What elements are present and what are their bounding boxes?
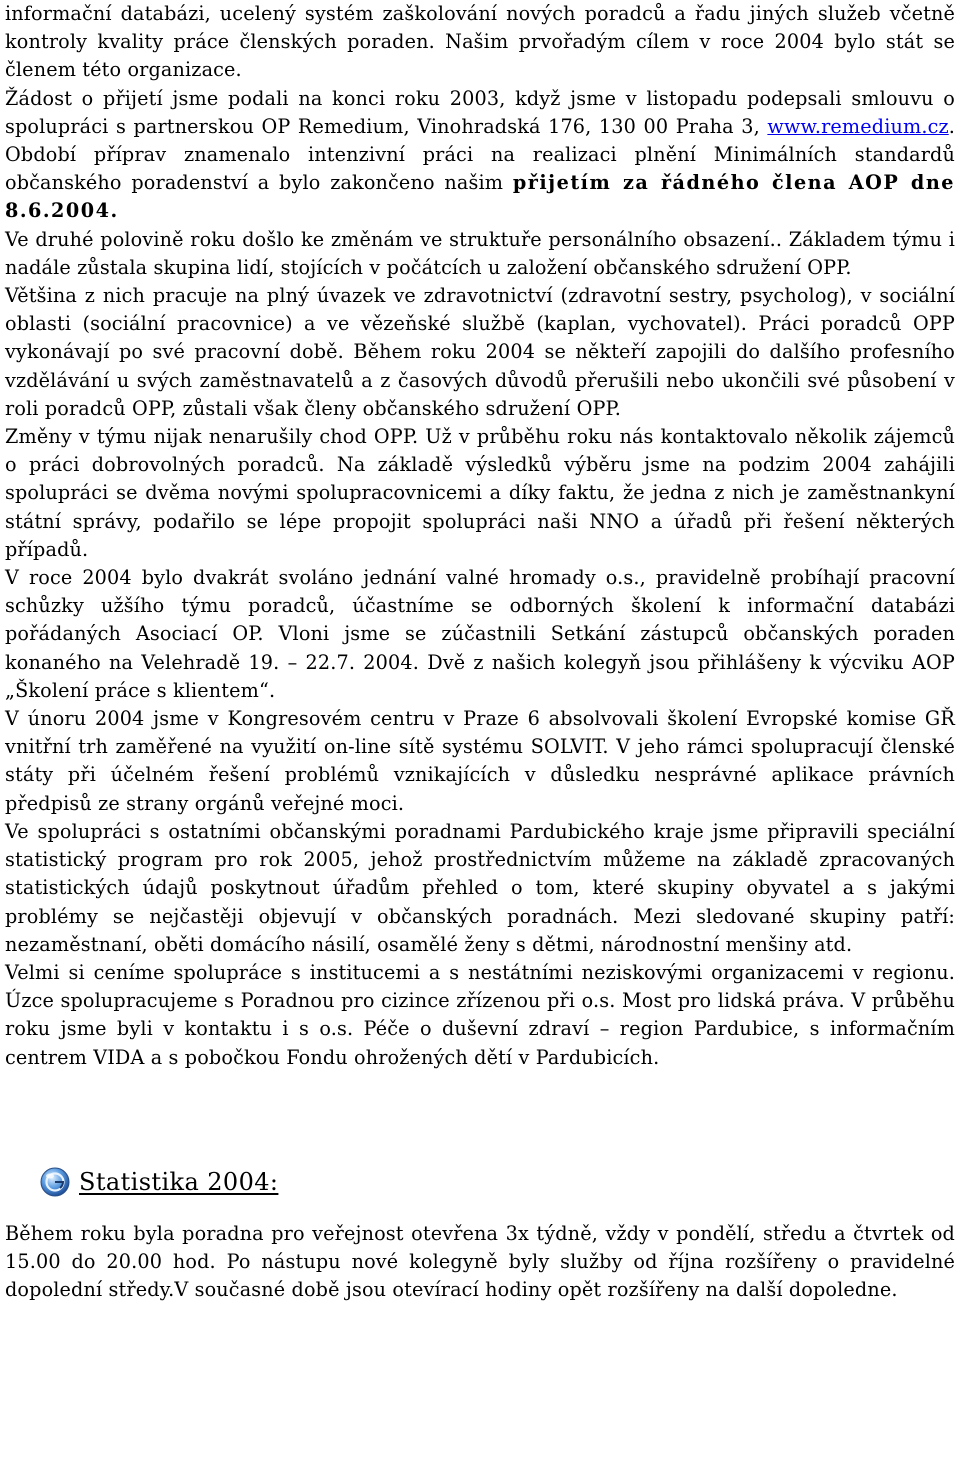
paragraph-new-volunteers [5,423,955,564]
paragraph-opening-hours [5,1220,955,1305]
paragraph-solvit-training [5,705,955,818]
paragraph-staff-changes [5,226,955,282]
globe-bullet-icon [38,1165,72,1199]
paragraph-membership-application [5,85,955,226]
paragraph-text: Žádost o přijetí jsme podali na konci roku 2003, když jsme v listopadu podepsali smlouvu o spolupráci s partnerskou OP Remedium, Vinohradská 176, 130 00 Praha 3, [5,86,955,138]
paragraph-text: Velmi si ceníme spolupráce s institucemi a s nestátními neziskovými organizacemi v regionu. Úzce spolupracujeme s Poradnou pro cizince zřízenou při o.s. Most pro lidská práva. V průběhu roku jsme byli v kontaktu i s o.s. Péče o duševní zdraví – region Pardubice, s informačním centrem VIDA a s pobočkou Fondu ohrožených dětí v Pardubicích. [5,960,955,1069]
section-heading-statistics [38,1162,955,1202]
paragraph-team-composition [5,282,955,423]
section-spacer [5,1072,955,1162]
paragraph-text: Většina z nich pracuje na plný úvazek ve zdravotnictví (zdravotní sestry, psycholog), v sociální oblasti (sociální pracovnice) a ve vězeňské službě (kaplan, vychovatel). Práci poradců OPP vykonávají po své pracovní době. Během roku 2004 se někteří zapojili do dalšího profesního vzdělávání u svých zaměstnavatelů a z časových důvodů přerušili nebo ukončili své působení v roli poradců OPP, zůstali však členy občanského sdružení OPP. [5,284,955,420]
paragraph-aop-intro [5,0,955,85]
remedium-link[interactable]: www.remedium.cz [767,114,949,138]
section-title: Statistika 2004: [79,1167,279,1196]
paragraph-text: Ve spolupráci s ostatními občanskými poradnami Pardubického kraje jsme připravili speciální statistický program pro rok 2005, jehož prostřednictvím můžeme na základě zpracovaných statistických údajů poskytnout úřadům přehled o tom, které skupiny obyvatel a s jakými problémy se nejčastěji objevují v občanských poradnách. Mezi sledované skupiny patří: nezaměstnaní, oběti domácího násilí, osamělé ženy s dětmi, národnostní menšiny atd. [5,819,955,956]
paragraph-cooperation [5,959,955,1072]
paragraph-meetings-training [5,564,955,705]
paragraph-text: Změny v týmu nijak nenarušily chod OPP. Už v průběhu roku nás kontaktovalo několik zájemců o práci dobrovolných poradců. Na základě výsledků výběru jsme na podzim 2004 zahájili spolupráci se dvěma novými spolupracovnicemi a díky faktu, že jedna z nich je zaměstnankyní státní správy, podařilo se lépe propojit spolupráci naši NNO a úřadů při řešení některých případů. [5,425,955,561]
paragraph-text-continued: . Období příprav znamenalo intenzivní práci na realizaci plnění Minimálních standardů občanského poradenství a bylo zakončeno našim [5,114,955,195]
membership-date-emphasis: přijetím za řádného člena AOP dne 8.6.2004. [5,171,955,223]
paragraph-text: Během roku byla poradna pro veřejnost otevřena 3x týdně, vždy v pondělí, středu a čtvrtek od 15.00 do 20.00 hod. Po nástupu nové kolegyně byly služby od října rozšířeny o pravidelné dopolední středy.V současné době jsou otevírací hodiny opět rozšířeny na další dopoledne. [5,1221,955,1302]
paragraph-text: V únoru 2004 jsme v Kongresovém centru v Praze 6 absolvovali školení Evropské komise GŘ vnitřní trh zaměřené na využití on-line sítě systému SOLVIT. V jeho rámci spolupracují členské státy při účelném řešení problémů vznikajících v důsledku nesprávné aplikace právních předpisů ze strany orgánů veřejné moci. [5,707,955,815]
paragraph-text: V roce 2004 bylo dvakrát svoláno jednání valné hromady o.s., pravidelně probíhají pracovní schůzky užšího týmu poradců, účastníme se odborných školení k informační databázi pořádaných Asociací OP. Vloni jsme se zúčastnili Setkání zástupců občanských poraden konaného na Velehradě 19. – 22.7. 2004. Dvě z našich kolegyň jsou přihlášeny k výcviku AOP „Školení práce s klientem“. [5,566,955,702]
paragraph-text: Ve druhé polovině roku došlo ke změnám ve struktuře personálního obsazení.. Základem týmu i nadále zůstala skupina lidí, stojících v počátcích u založení občanského sdružení OPP. [5,227,955,279]
section-gap [5,1202,955,1220]
paragraph-text: informační databázi, ucelený systém zaškolování nových poradců a řadu jiných služeb včetně kontroly kvality práce členských poraden. Našim prvořadým cílem v roce 2004 bylo stát se členem této organizace. [5,2,955,82]
paragraph-statistics-program [5,818,955,959]
document-page [5,0,955,1304]
